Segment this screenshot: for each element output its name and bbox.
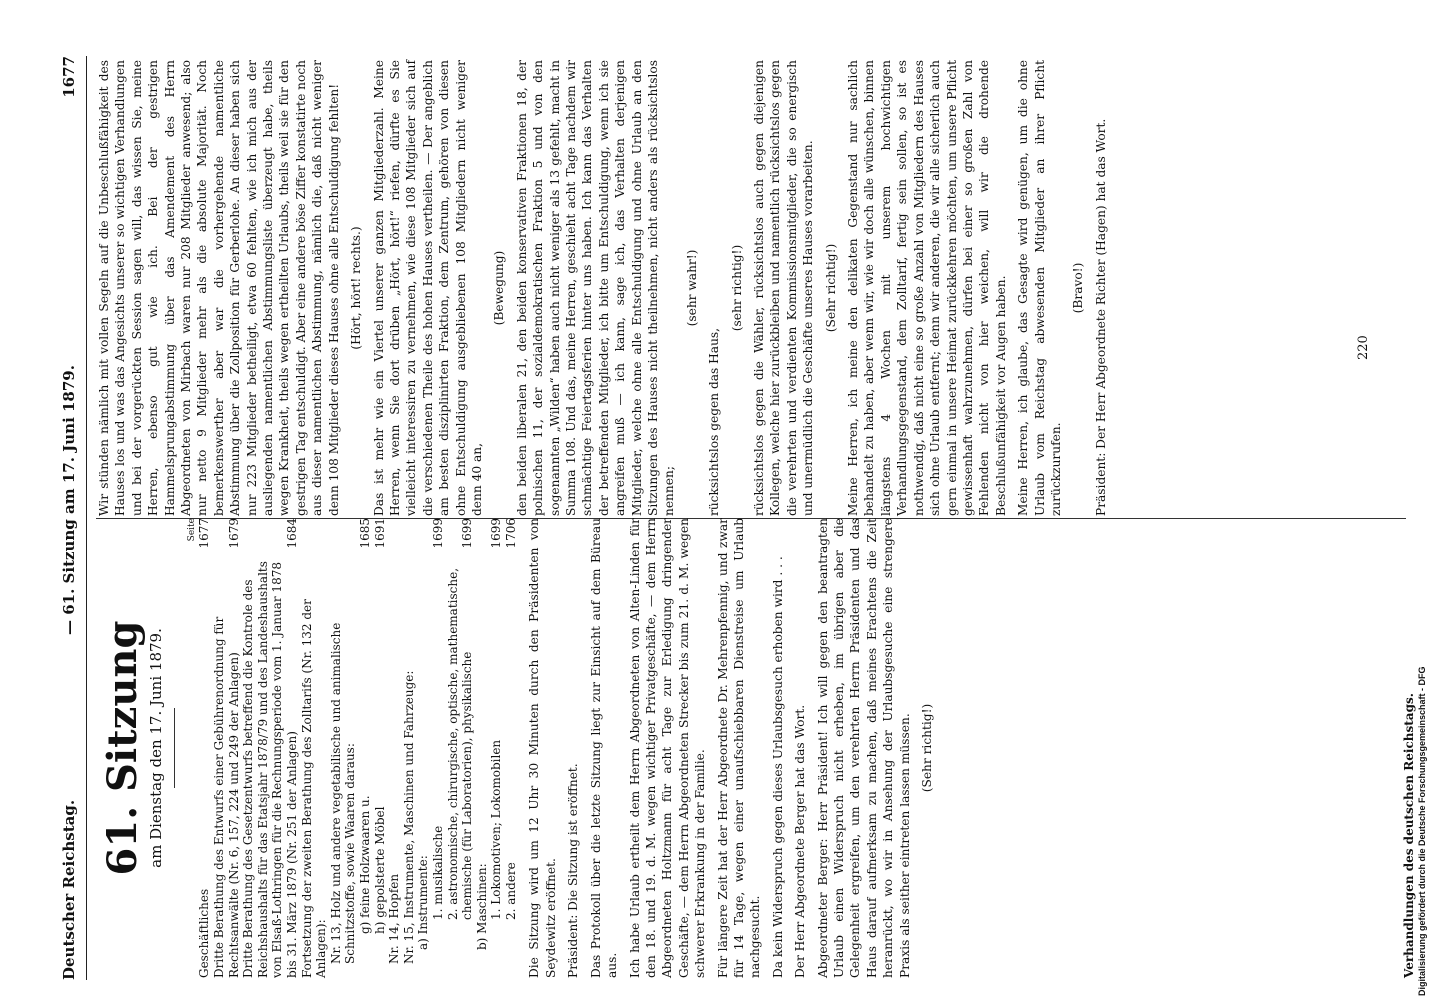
toc-entry-text: 1. Lokomotiven; Lokomobilen	[489, 739, 504, 920]
paragraph: Das ist mehr wie ein Viertel unserer ganzen Mitgliederzahl. Meine Herren, wenn Sie dort drüben „Hört, hört!“ riefen, dürfte es Sie vielleicht interessiren zu vernehmen, wie diese 108 Mitglieder sich auf die verschiedenen Theile des hohen Hauses vertheilen. — Der angeblich am besten disziplinirten Fraktion, dem Zentrum, gehören von diesen ohne Entschuldigung ausgebliebenen 108 Mitgliedern nicht weniger denn 40 an,	[371, 60, 484, 516]
paragraph: Präsident: Der Herr Abgeordnete Richter (Hagen) hat das Wort.	[1093, 118, 1108, 516]
toc-entry	[387, 518, 402, 978]
toc-entry-text: Dritte Berathung des Gesetzentwurfs betreffend die Kontrole des Reichshaushalts für das Etatsjahr 1878/79 und des Landeshaushalts von Elsaß-Lothringen für die Rechnungsperiode vom 1. Januar 1878 bis 31. März 1879 (Nr. 251 der Anlagen)	[241, 561, 299, 978]
toc-entry-text: Nr. 15, Instrumente, Maschinen und Fahrzeuge:	[401, 670, 416, 964]
interjection: (Sehr richtig!)	[823, 243, 838, 333]
toc-entry-text: Dritte Berathung des Entwurfs einer Gebührenordnung für Rechtsanwälte (Nr. 6, 157, 224 und 249 der Anlagen)	[212, 616, 241, 978]
toc-entry-text: 2. andere	[503, 862, 518, 920]
toc-entry	[504, 518, 519, 978]
toc-entry-text: Fortsetzung der zweiten Berathung des Zolltarifs (Nr. 132 der Anlagen):	[299, 599, 329, 978]
paragraph: Die Sitzung wird um 12 Uhr 30 Minuten durch den Präsidenten von Seydewitz eröffnet.	[527, 518, 558, 978]
title-rule	[174, 708, 175, 788]
paragraph: Ich habe Urlaub ertheilt dem Herrn Abgeordneten von Alten-Linden für den 18. und 19. d. M. wegen wichtiger Privatgeschäfte, — dem Herrn Abgeordneten Holtzmann für acht Tage zur Erledigung dringender Geschäfte, — dem Herrn Abgeordneten Strecker bis zum 21. d. M. wegen schwerer Erkrankung in der Familie.	[627, 518, 708, 978]
left-paragraphs	[526, 518, 913, 978]
toc-entry	[402, 518, 417, 978]
toc-entry-page	[402, 518, 417, 552]
toc-entry	[241, 518, 299, 978]
toc-entry-page: 1691	[372, 518, 387, 549]
toc-entry-page: 1679	[226, 518, 241, 549]
paragraph: rücksichtslos gegen das Haus,	[707, 327, 722, 516]
toc-entry	[373, 518, 388, 978]
toc-entry-text: b) Maschinen:	[474, 863, 489, 950]
paragraph: Für längere Zeit hat der Herr Abgeordnete Dr. Mehrenpfennig, und zwar für 14 Tage, wegen einer unaufschiebbaren Dienstreise um Urlaub nachgesucht.	[715, 518, 763, 978]
paragraph: Abgeordneter Berger: Herr Präsident! Ich will gegen den beantragten Urlaub einen Widerspruch nicht erheben, im übrigen aber die Gelegenheit ergreifen, um den verehrten Herrn Präsidenten und das Haus darauf aufmerksam zu machen, daß meines Erachtens die Zeit heranrückt, wo wir in Ansehung der Urlaubsgesuche eine strengere Praxis als seither eintreten lassen müssen.	[815, 518, 912, 978]
toc-entry-text: h) gepolsterte Möbel	[372, 806, 387, 934]
digitization-note	[1414, 0, 1430, 1000]
toc-entry-text: g) feine Holzwaaren u.	[357, 795, 372, 934]
digitization-note-text: Digitalisierung gefördert durch die Deutsche Forschungsgemeinschaft - DFG	[1417, 666, 1427, 996]
toc-seite-label: Seite	[187, 518, 198, 542]
right-paragraph-group	[514, 60, 678, 516]
interjection: (Sehr richtig!)	[920, 703, 934, 793]
toc-entry	[416, 518, 431, 978]
session-date: am Dienstag den 17. Juni 1879.	[147, 628, 165, 868]
table-of-contents	[197, 518, 518, 978]
toc-entry	[431, 518, 446, 978]
paragraph: rücksichtslos gegen die Wähler, rücksichtslos auch gegen diejenigen Kollegen, welche hier zurückbleiben und namentlich rücksichtslos gegen die verehrten und verdienten Kommissionsmitglieder, die so energisch und unermüdlich die Geschäfte unseres Hauses vorarbeiten.	[752, 60, 816, 516]
interjection: (Hört, hört! rechts.)	[349, 226, 364, 350]
toc-entry-page: 1684	[284, 518, 299, 549]
toc-entry	[446, 518, 475, 978]
toc-entry-page: 1706	[503, 518, 518, 549]
toc-entry-text: 1. musikalische	[430, 825, 445, 920]
toc-entry-page	[387, 518, 402, 552]
toc-entry-page	[416, 518, 431, 552]
toc-entry	[212, 518, 241, 978]
toc-entry	[489, 518, 504, 978]
interjection: (Bewegung)	[492, 250, 507, 326]
toc-entry-page: 1677	[197, 518, 212, 549]
paragraph: den beiden liberalen 21, den beiden konservativen Fraktionen 18, der polnischen 11, der sozialdemokratischen Fraktion 5 und von den sogenannten „Wilden“ haben auch nicht weniger als 13 gefehlt, macht in Summa 108. Und das, meine Herren, geschieht acht Tage nachdem wir schmächtige Feiertagsferien hinter uns haben. Ich kann das Verhalten der betreffenden Mitglieder, ich bitte um Entschuldigung, wenn ich sie angreifen muß — ich kann, sage ich, das Verhalten derjenigen Mitglieder, welche ohne alle Entschuldigung und ohne Urlaub an den Sitzungen des Hauses nicht theilnehmen, nicht anders als rücksichtslos nennen;	[514, 60, 677, 516]
page-number: 1677	[60, 56, 78, 98]
toc-entry-text: Nr. 14, Hopfen	[387, 873, 402, 964]
toc-entry-page: 1699	[489, 518, 504, 549]
right-column	[96, 60, 1396, 516]
toc-entry	[300, 518, 329, 978]
right-paragraph-group	[1093, 60, 1109, 516]
toc-entry-text: Nr. 13, Holz und andere vegetabilische und animalische Schnitzstoffe, sowie Waaren daraus:	[328, 622, 358, 964]
right-paragraph-group	[845, 60, 1009, 516]
paragraph: Der Herr Abgeordnete Berger hat das Wort.	[793, 704, 808, 978]
toc-entry	[197, 518, 212, 978]
right-paragraph-group	[371, 60, 486, 516]
header-rule	[86, 56, 87, 980]
interjection: (sehr wahr!)	[684, 249, 699, 327]
paragraph: Da kein Widerspruch gegen dieses Urlaubsgesuch erhoben wird . . .	[770, 556, 785, 978]
footer-sheet-number: 220	[1356, 335, 1371, 360]
paragraph: Präsident: Die Sitzung ist eröffnet.	[566, 763, 581, 978]
paragraph: Meine Herren, ich glaube, das Gesagte wird genügen, um die ohne Urlaub vom Reichstag abwesenden Mitglieder an ihrer Pflicht zurückzurufen.	[1016, 60, 1063, 516]
toc-entry-page: 1699	[430, 518, 445, 549]
toc-entry	[358, 518, 373, 978]
interjection: (sehr richtig!)	[729, 244, 744, 332]
left-column	[96, 518, 1396, 978]
session-title: 61. Sitzung	[99, 620, 146, 876]
toc-entry-page	[329, 518, 358, 552]
paragraph: Wir stünden nämlich mit vollen Segeln auf die Unbeschlußfähigkeit des Hauses los und was das Angesichts unserer so wichtigen Verhandlungen und bei der vorgerückten Session sagen will, das wissen Sie, meine Herren, ebenso gut wie ich. Bei der gestrigen Hammelsprungabstimmung über das Amendement des Herrn Abgeordneten von Mirbach waren nur 208 Mitglieder anwesend; also nur netto 9 Mitglieder mehr als die absolute Majorität. Noch bemerkenswerther aber war die vorhergehende namentliche Abstimmung über die Zollposition für Gerberlohe. An dieser haben sich nur 223 Mitglieder betheiligt, etwa 60 fehlten, wie ich mich aus der ausliegenden namentlichen Abstimmungsliste überzeugt habe, theils wegen Krankheit, theils wegen ertheilten Urlaubs, theils weil sie für den gestrigen Tag entschuldigt. Aber eine andere böse Ziffer konstatirte noch aus dieser namentlichen Abstimmung, nämlich die, daß nicht weniger denn 108 Mitglieder dieses Hauses ohne alle Entschuldigung fehlten!	[97, 59, 341, 516]
paragraph: Das Protokoll über die letzte Sitzung liegt zur Einsicht auf dem Büreau aus.	[588, 518, 620, 978]
toc-entry-text: a) Instrumente:	[416, 855, 431, 950]
right-paragraph-group	[96, 60, 342, 516]
toc-entry-page: 1699	[460, 518, 475, 549]
toc-entry-text: Geschäftliches	[197, 888, 212, 978]
toc-entry	[475, 518, 490, 978]
interjection: (Bravo!)	[1071, 262, 1086, 314]
right-paragraph-group	[751, 60, 817, 516]
toc-entry-page	[300, 518, 329, 552]
running-header-left: Deutscher Reichstag.	[60, 799, 78, 980]
paragraph: Meine Herren, ich meine den delikaten Gegenstand nur sachlich behandelt zu haben, aber wenn wir, wie wir doch alle wünschen, binnen längstens 4 Wochen mit unserem hochwichtigen Verhandlungsgegenstand, dem Zolltarif, fertig sein sollen, so ist es nothwendig, daß nicht eine so große Anzahl von Mitgliedern des Hauses sich ohne Urlaub entfernt; denn wir anderen, die wir alle sicherlich auch gern einmal in unsere Heimat zurückkehren möchten, um unsere Pflicht gewissenhaft wahrzunehmen, dürfen bei einer so großen Zahl von Fehlenden nicht von hier weichen, will wir die drohende Beschlußunfähigkeit vor Augen haben.	[846, 60, 1008, 516]
toc-entry	[329, 518, 358, 978]
toc-entry-text: 2. astronomische, chirurgische, optische, mathematische, chemische (für Laboratorien), physikalische	[445, 567, 475, 920]
toc-entry-page	[475, 518, 490, 552]
right-paragraph-group	[1015, 60, 1064, 516]
footer-signature: Verhandlungen des deutschen Reichstags.	[1402, 693, 1416, 978]
toc-entry-page: 1685	[357, 518, 372, 549]
running-header-center: — 61. Sitzung am 17. Juni 1879.	[60, 365, 78, 635]
